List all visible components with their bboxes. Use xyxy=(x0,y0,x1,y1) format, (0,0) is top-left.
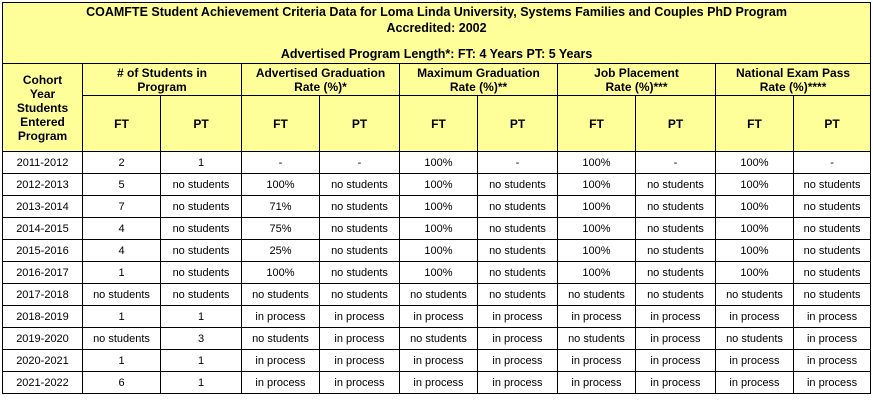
table-row xyxy=(3,196,871,218)
cohort-year-cell: 2016-2017 xyxy=(3,262,83,284)
table-cell: in process xyxy=(794,372,871,394)
cohort-year-cell: 2018-2019 xyxy=(3,306,83,328)
table-cell: 100% xyxy=(558,196,636,218)
table-cell: 100% xyxy=(242,262,320,284)
table-cell: 71% xyxy=(242,196,320,218)
table-cell: no students xyxy=(636,174,716,196)
table-cell: 4 xyxy=(83,218,161,240)
table-cell: no students xyxy=(636,196,716,218)
table-cell: no students xyxy=(161,240,242,262)
table-cell: 100% xyxy=(400,218,478,240)
table-row xyxy=(3,262,871,284)
table-cell: 100% xyxy=(716,152,794,174)
header-ft: FT xyxy=(83,96,161,152)
table-cell: 100% xyxy=(716,240,794,262)
table-cell: 2 xyxy=(83,152,161,174)
header-pt: PT xyxy=(636,96,716,152)
table-cell: no students xyxy=(83,284,161,306)
cohort-year-cell: 2017-2018 xyxy=(3,284,83,306)
header-ft: FT xyxy=(558,96,636,152)
table-cell: in process xyxy=(716,306,794,328)
header-students-in-program: # of Students in Program xyxy=(83,64,242,96)
table-cell: no students xyxy=(161,174,242,196)
table-cell: 100% xyxy=(716,196,794,218)
table-cell: no students xyxy=(320,196,400,218)
table-cell: in process xyxy=(636,328,716,350)
table-cell: in process xyxy=(400,372,478,394)
table-cell: 100% xyxy=(558,240,636,262)
table-cell: 100% xyxy=(716,262,794,284)
table-cell: in process xyxy=(716,372,794,394)
table-cell: 1 xyxy=(83,306,161,328)
table-cell: in process xyxy=(242,306,320,328)
table-cell: no students xyxy=(636,284,716,306)
table-row xyxy=(3,240,871,262)
table-cell: 6 xyxy=(83,372,161,394)
title-accredited: Accredited: 2002 xyxy=(386,21,487,35)
table-cell: 3 xyxy=(161,328,242,350)
table-cell: in process xyxy=(400,306,478,328)
table-cell: no students xyxy=(716,284,794,306)
table-cell: no students xyxy=(478,218,558,240)
table-cell: no students xyxy=(320,218,400,240)
cohort-year-cell: 2013-2014 xyxy=(3,196,83,218)
table-cell: no students xyxy=(558,284,636,306)
cohort-year-cell: 2012-2013 xyxy=(3,174,83,196)
table-cell: 100% xyxy=(400,174,478,196)
table-cell: no students xyxy=(478,174,558,196)
table-cell: in process xyxy=(320,372,400,394)
table-row xyxy=(3,152,871,174)
table-cell: in process xyxy=(478,328,558,350)
table-title xyxy=(3,3,871,64)
table-cell: no students xyxy=(716,328,794,350)
table-cell: - xyxy=(320,152,400,174)
table-cell: in process xyxy=(558,350,636,372)
table-cell: 1 xyxy=(161,306,242,328)
table-cell: - xyxy=(794,152,871,174)
header-pt: PT xyxy=(478,96,558,152)
table-cell: in process xyxy=(636,350,716,372)
table-cell: in process xyxy=(320,328,400,350)
table-cell: 100% xyxy=(558,152,636,174)
cohort-year-cell: 2011-2012 xyxy=(3,152,83,174)
header-job-placement-rate: Job Placement Rate (%)*** xyxy=(558,64,716,96)
table-cell: no students xyxy=(161,218,242,240)
table-cell: in process xyxy=(636,372,716,394)
table-row xyxy=(3,372,871,394)
table-cell: 100% xyxy=(716,218,794,240)
cohort-year-cell: 2014-2015 xyxy=(3,218,83,240)
table-cell: no students xyxy=(161,284,242,306)
table-cell: no students xyxy=(794,262,871,284)
header-ft: FT xyxy=(400,96,478,152)
table-row xyxy=(3,284,871,306)
table-cell: no students xyxy=(794,240,871,262)
header-maximum-graduation-rate: Maximum Graduation Rate (%)** xyxy=(400,64,558,96)
table-row xyxy=(3,218,871,240)
table-cell: in process xyxy=(478,350,558,372)
table-cell: in process xyxy=(320,350,400,372)
table-cell: no students xyxy=(636,218,716,240)
table-cell: 75% xyxy=(242,218,320,240)
table-cell: 100% xyxy=(400,240,478,262)
table-row xyxy=(3,328,871,350)
table-cell: 1 xyxy=(83,262,161,284)
table-cell: 1 xyxy=(83,350,161,372)
table-cell: 1 xyxy=(161,372,242,394)
cohort-year-cell: 2019-2020 xyxy=(3,328,83,350)
table-cell: 4 xyxy=(83,240,161,262)
cohort-year-cell: 2015-2016 xyxy=(3,240,83,262)
table-cell: in process xyxy=(636,306,716,328)
table-cell: 100% xyxy=(558,262,636,284)
table-cell: no students xyxy=(794,218,871,240)
table-cell: 5 xyxy=(83,174,161,196)
table-cell: no students xyxy=(83,328,161,350)
table-cell: 25% xyxy=(242,240,320,262)
cohort-year-cell: 2020-2021 xyxy=(3,350,83,372)
table-cell: no students xyxy=(558,328,636,350)
table-cell: no students xyxy=(794,174,871,196)
table-cell: no students xyxy=(636,262,716,284)
table-cell: no students xyxy=(400,328,478,350)
table-cell: 100% xyxy=(242,174,320,196)
header-pt: PT xyxy=(161,96,242,152)
table-cell: in process xyxy=(794,328,871,350)
table-cell: no students xyxy=(242,284,320,306)
table-cell: in process xyxy=(478,306,558,328)
cohort-year-cell: 2021-2022 xyxy=(3,372,83,394)
table-cell: in process xyxy=(242,372,320,394)
table-cell: no students xyxy=(478,284,558,306)
table-cell: no students xyxy=(794,196,871,218)
table-cell: 100% xyxy=(400,196,478,218)
header-national-exam-pass-rate: National Exam Pass Rate (%)**** xyxy=(716,64,871,96)
header-ft: FT xyxy=(716,96,794,152)
header-pt: PT xyxy=(794,96,871,152)
table-cell: no students xyxy=(320,240,400,262)
table-cell: in process xyxy=(716,350,794,372)
table-cell: 1 xyxy=(161,152,242,174)
header-ft: FT xyxy=(242,96,320,152)
table-cell: in process xyxy=(400,350,478,372)
table-cell: - xyxy=(242,152,320,174)
header-cohort-year: Cohort Year Students Entered Program xyxy=(3,64,83,152)
table-cell: - xyxy=(636,152,716,174)
table-cell: in process xyxy=(794,306,871,328)
title-program: COAMFTE Student Achievement Criteria Data for Loma Linda University, Systems Families and Couples PhD Program xyxy=(86,5,787,19)
table-cell: no students xyxy=(400,284,478,306)
table-cell: in process xyxy=(320,306,400,328)
table-cell: 100% xyxy=(400,262,478,284)
table-cell: in process xyxy=(242,350,320,372)
title-program-length: Advertised Program Length*: FT: 4 Years PT: 5 Years xyxy=(280,47,593,61)
table-cell: 100% xyxy=(558,174,636,196)
table-cell: no students xyxy=(478,196,558,218)
table-cell: no students xyxy=(794,284,871,306)
table-cell: no students xyxy=(161,262,242,284)
table-cell: no students xyxy=(636,240,716,262)
table-cell: 100% xyxy=(716,174,794,196)
table-cell: 1 xyxy=(161,350,242,372)
table-cell: no students xyxy=(242,328,320,350)
table-cell: 100% xyxy=(558,218,636,240)
table-cell: no students xyxy=(478,240,558,262)
table-row xyxy=(3,350,871,372)
table-cell: - xyxy=(478,152,558,174)
table-cell: no students xyxy=(478,262,558,284)
table-row xyxy=(3,174,871,196)
table-cell: no students xyxy=(320,174,400,196)
table-cell: in process xyxy=(558,306,636,328)
table-cell: no students xyxy=(320,262,400,284)
student-achievement-table xyxy=(2,2,871,394)
table-cell: in process xyxy=(794,350,871,372)
header-pt: PT xyxy=(320,96,400,152)
table-cell: 100% xyxy=(400,152,478,174)
header-advertised-graduation-rate: Advertised Graduation Rate (%)* xyxy=(242,64,400,96)
table-cell: in process xyxy=(478,372,558,394)
table-cell: 7 xyxy=(83,196,161,218)
table-row xyxy=(3,306,871,328)
table-cell: no students xyxy=(161,196,242,218)
table-cell: in process xyxy=(558,372,636,394)
table-cell: no students xyxy=(320,284,400,306)
